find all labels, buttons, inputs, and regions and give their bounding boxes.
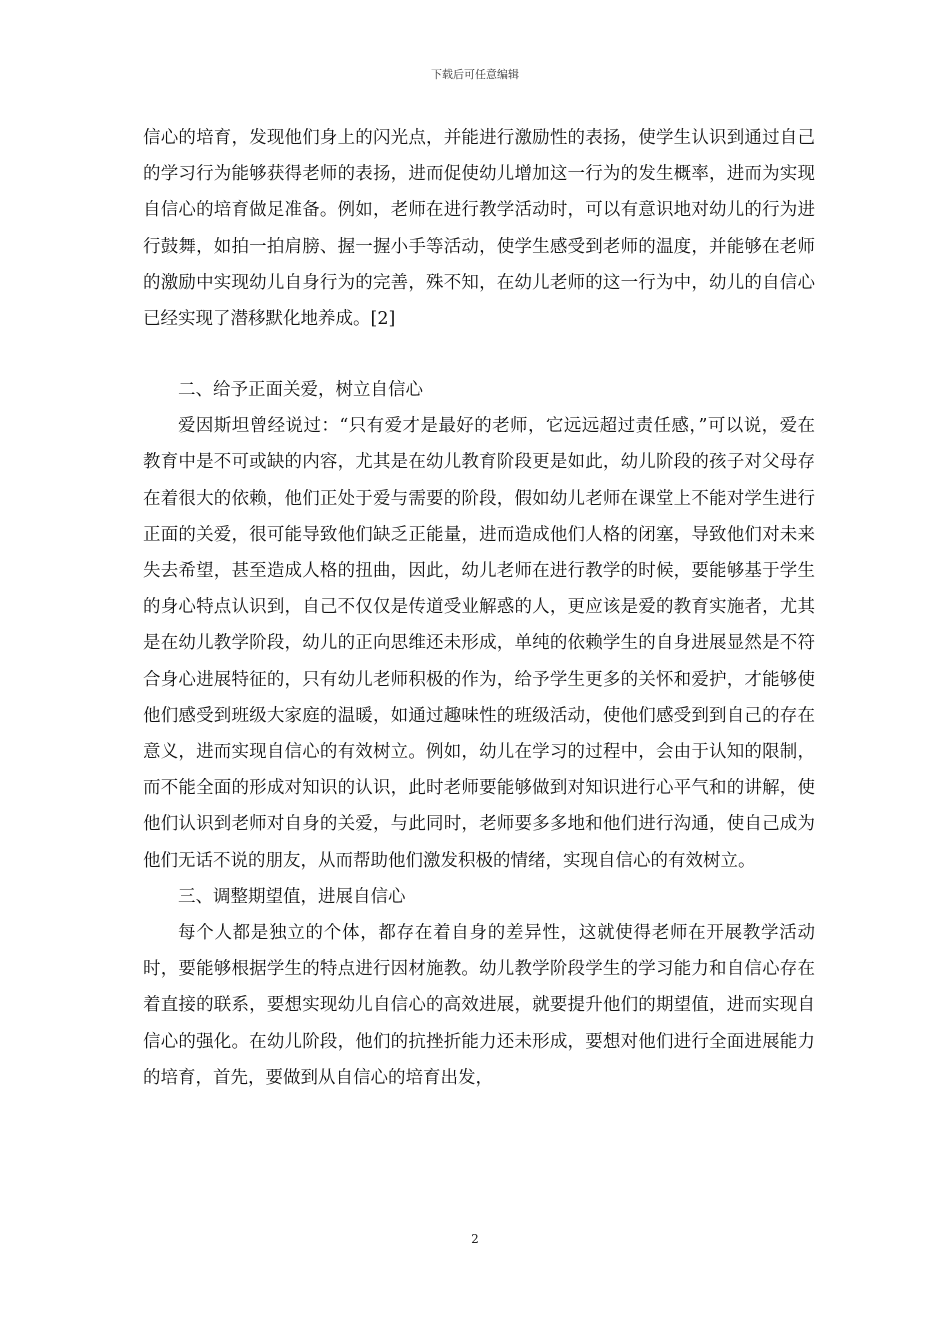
main-content bbox=[143, 372, 815, 1096]
section-2-paragraph: 爱因斯坦曾经说过：“只有爱才是最好的老师，它远远超过责任感，”可以说，爱在教育中是不可或缺的内容，尤其是在幼儿教育阶段更是如此，幼儿阶段的孩子对父母存在着很大的依赖，他们正处于爱与需要的阶段，假如幼儿老师在课堂上不能对学生进行正面的关爱，很可能导致他们缺乏正能量，进而造成他们人格的闭塞，导致他们对未来失去希望，甚至造成人格的扭曲，因此，幼儿老师在进行教学的时候，要能够基于学生的身心特点认识到，自己不仅仅是传道受业解惑的人，更应该是爱的教育实施者，尤其是在幼儿教学阶段，幼儿的正向思维还未形成，单纯的依赖学生的自身进展显然是不符合身心进展特征的，只有幼儿老师积极的作为，给予学生更多的关怀和爱护，才能够使他们感受到班级大家庭的温暖，如通过趣味性的班级活动，使他们感受到到自己的存在意义，进而实现自信心的有效树立。例如，幼儿在学习的过程中，会由于认知的限制，而不能全面的形成对知识的认识，此时老师要能够做到对知识进行心平气和的讲解，使他们认识到老师对自身的关爱，与此同时，老师要多多地和他们进行沟通，使自己成为他们无话不说的朋友，从而帮助他们激发积极的情绪，实现自信心的有效树立。 bbox=[143, 416, 815, 871]
section-heading-3: 三、调整期望值，进展自信心 bbox=[178, 886, 406, 907]
page-header: 下载后可任意编辑 bbox=[431, 68, 519, 81]
section-heading-2: 二、给予正面关爱，树立自信心 bbox=[178, 380, 423, 400]
intro-paragraph: 信心的培育，发现他们身上的闪光点，并能进行激励性的表扬，使学生认识到通过自己的学习行为能够获得老师的表扬，进而促使幼儿增加这一行为的发生概率，进而为实现自信心的培育做足准备。例如，老师在进行教学活动时，可以有意识地对幼儿的行为进行鼓舞，如拍一拍肩膀、握一握小手等活动，使学生感受到老师的温度，并能够在老师的激励中实现幼儿自身行为的完善，殊不知，在幼儿老师的这一行为中，幼儿的自信心已经实现了潜移默化地养成。[2] bbox=[143, 128, 815, 330]
page-number: 2 bbox=[471, 1232, 479, 1246]
section-3-paragraph: 每个人都是独立的个体，都存在着自身的差异性，这就使得老师在开展教学活动时，要能够根据学生的特点进行因材施教。幼儿教学阶段学生的学习能力和自信心存在着直接的联系，要想实现幼儿自信心的高效进展，就要提升他们的期望值，进而实现自信心的强化。在幼儿阶段，他们的抗挫折能力还未形成，要想对他们进行全面进展能力的培育，首先，要做到从自信心的培育出发， bbox=[143, 923, 815, 1088]
